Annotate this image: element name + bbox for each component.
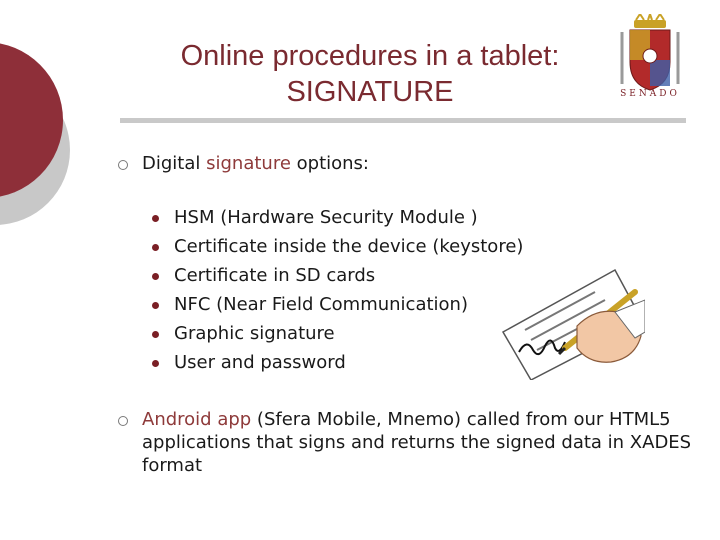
bullet-dot-icon bbox=[152, 302, 159, 309]
bullet-dot-icon bbox=[152, 215, 159, 222]
bullet-dot-icon bbox=[152, 331, 159, 338]
android-app-text: (Sfera Mobile, Mnemo) called from our HTML5 applications that signs and returns the signed data in XADES format bbox=[142, 409, 692, 476]
decorative-circles bbox=[0, 0, 120, 290]
title-line-2: SIGNATURE bbox=[286, 76, 454, 108]
logo-caption: SENADO bbox=[620, 89, 680, 99]
highlight-android-app: Android app bbox=[142, 409, 252, 430]
bullet-dot-icon bbox=[152, 360, 159, 367]
title-divider bbox=[120, 118, 686, 123]
hollow-bullet-icon bbox=[118, 416, 128, 426]
bullet-dot-icon bbox=[152, 273, 159, 280]
highlight-signature: signature bbox=[206, 153, 291, 174]
hollow-bullet-icon bbox=[118, 160, 128, 170]
title-line-1: Online procedures in a tablet: bbox=[180, 40, 560, 72]
android-app-paragraph bbox=[142, 408, 702, 477]
hand-signing-clipart bbox=[495, 262, 645, 380]
slide-title bbox=[120, 38, 620, 110]
bullet-dot-icon bbox=[152, 244, 159, 251]
bullet-text: Digital signature options: bbox=[142, 153, 369, 174]
